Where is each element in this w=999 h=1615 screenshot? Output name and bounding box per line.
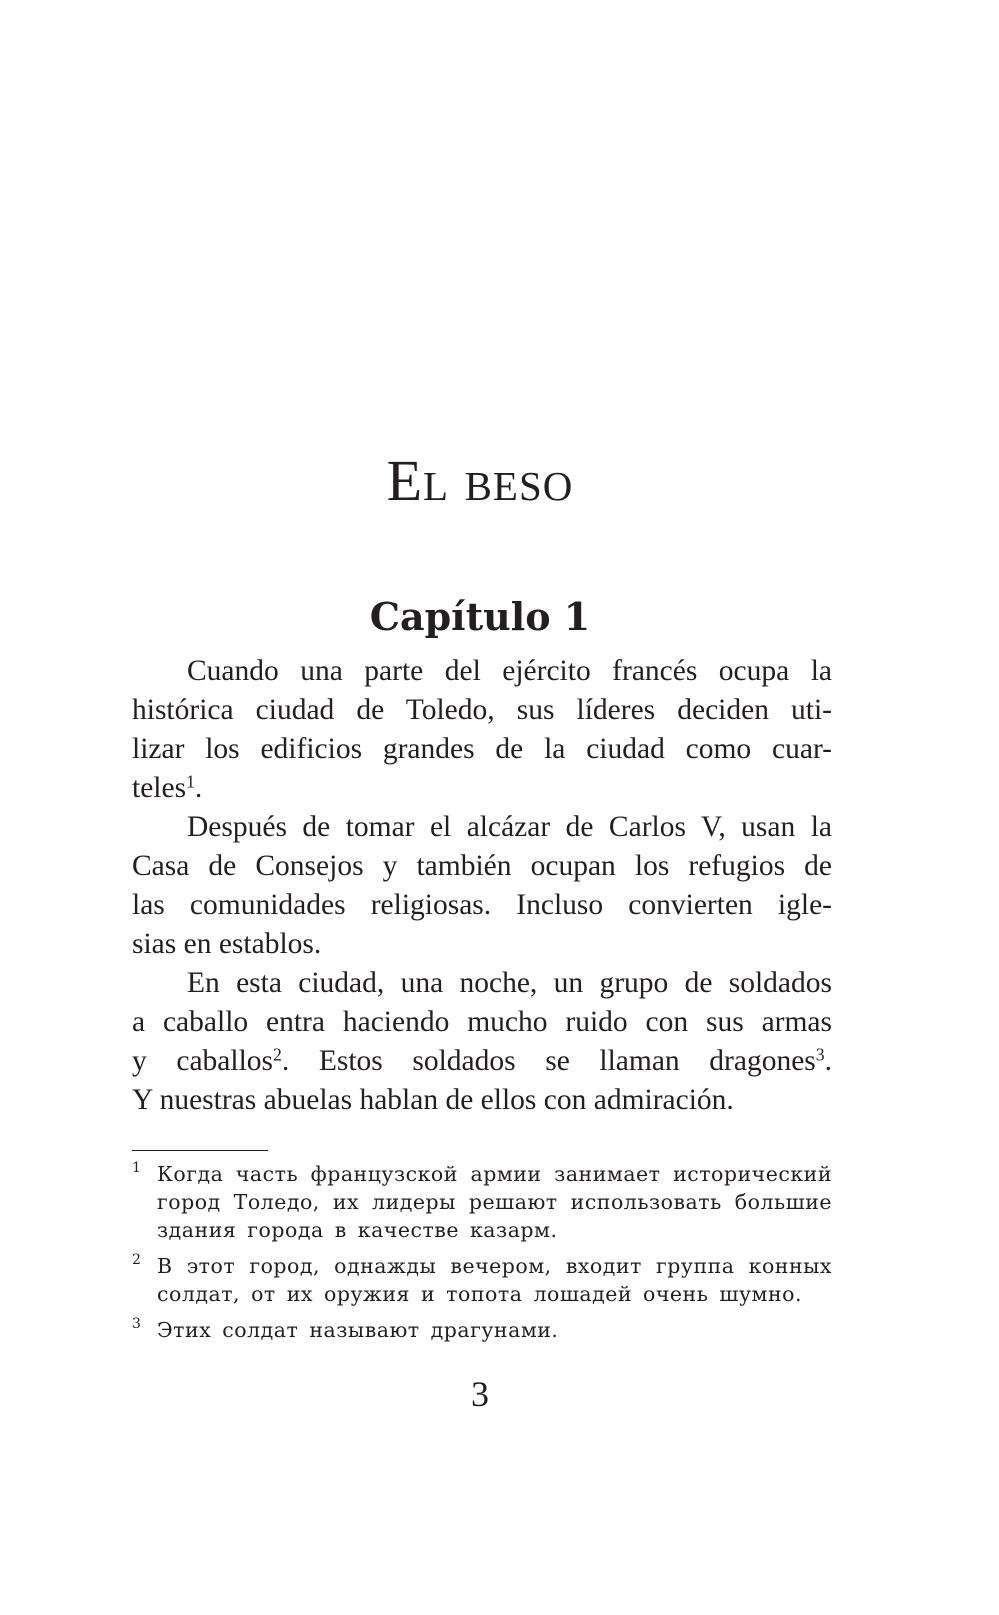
body-text: [132, 652, 832, 1120]
text-fragment: .: [824, 1045, 832, 1077]
footnote-number: 2: [132, 1252, 142, 1268]
text-line: histórica ciudad de Toledo, sus líderes deciden uti-: [132, 694, 832, 726]
footnote-line: здания города в качестве казарм.: [157, 1218, 558, 1242]
footnote-reference: 1: [186, 771, 195, 792]
footnote: [132, 1316, 832, 1344]
footnotes: [132, 1160, 832, 1352]
footnote: [132, 1160, 832, 1244]
text-line: Y nuestras abuelas hablan de ellos con admiración.: [132, 1084, 734, 1116]
paragraph: [132, 808, 832, 964]
text-line: En esta ciudad, una noche, un grupo de soldados: [187, 967, 832, 999]
footnote-line: Когда часть французской армии занимает исторический: [157, 1162, 832, 1186]
text-line: Casa de Consejos y también ocupan los refugios de: [132, 850, 832, 882]
paragraph: [132, 964, 832, 1120]
text-line: las comunidades religiosas. Incluso convierten igle-: [132, 889, 832, 921]
footnote-line: солдат, от их оружия и топота лошадей очень шумно.: [157, 1282, 802, 1306]
footnote-reference: 3: [815, 1044, 825, 1065]
text-line: sias en establos.: [132, 928, 322, 960]
text-fragment: y caballos: [132, 1045, 274, 1077]
text-line: Después de tomar el alcázar de Carlos V, usan la: [187, 811, 832, 843]
text-line: [132, 1042, 832, 1081]
text-fragment: . Estos soldados se llaman dragones: [281, 1045, 816, 1077]
book-title: El beso: [386, 448, 574, 513]
text-line: [132, 769, 832, 808]
footnote-line: Этих солдат называют драгунами.: [157, 1318, 559, 1342]
text-line: lizar los edificios grandes de la ciudad como cuar-: [132, 733, 832, 765]
footnote-reference: 2: [273, 1044, 282, 1065]
footnote-line: город Толедо, их лидеры решают использовать большие: [157, 1190, 832, 1214]
page-number: 3: [471, 1374, 489, 1414]
footnote-line: В этот город, однажды вечером, входит группа конных: [157, 1254, 832, 1278]
paragraph: [132, 652, 832, 808]
footnote: [132, 1252, 832, 1308]
text-line: a caballo entra haciendo mucho ruido con sus armas: [132, 1006, 832, 1038]
chapter-title: Capítulo 1: [369, 594, 591, 639]
footnote-divider: [132, 1150, 268, 1151]
text-fragment: teles: [132, 772, 187, 804]
footnote-number: 1: [132, 1160, 142, 1176]
text-line: Cuando una parte del ejército francés ocupa la: [187, 655, 832, 687]
text-fragment: .: [194, 772, 203, 804]
footnote-number: 3: [132, 1316, 142, 1332]
